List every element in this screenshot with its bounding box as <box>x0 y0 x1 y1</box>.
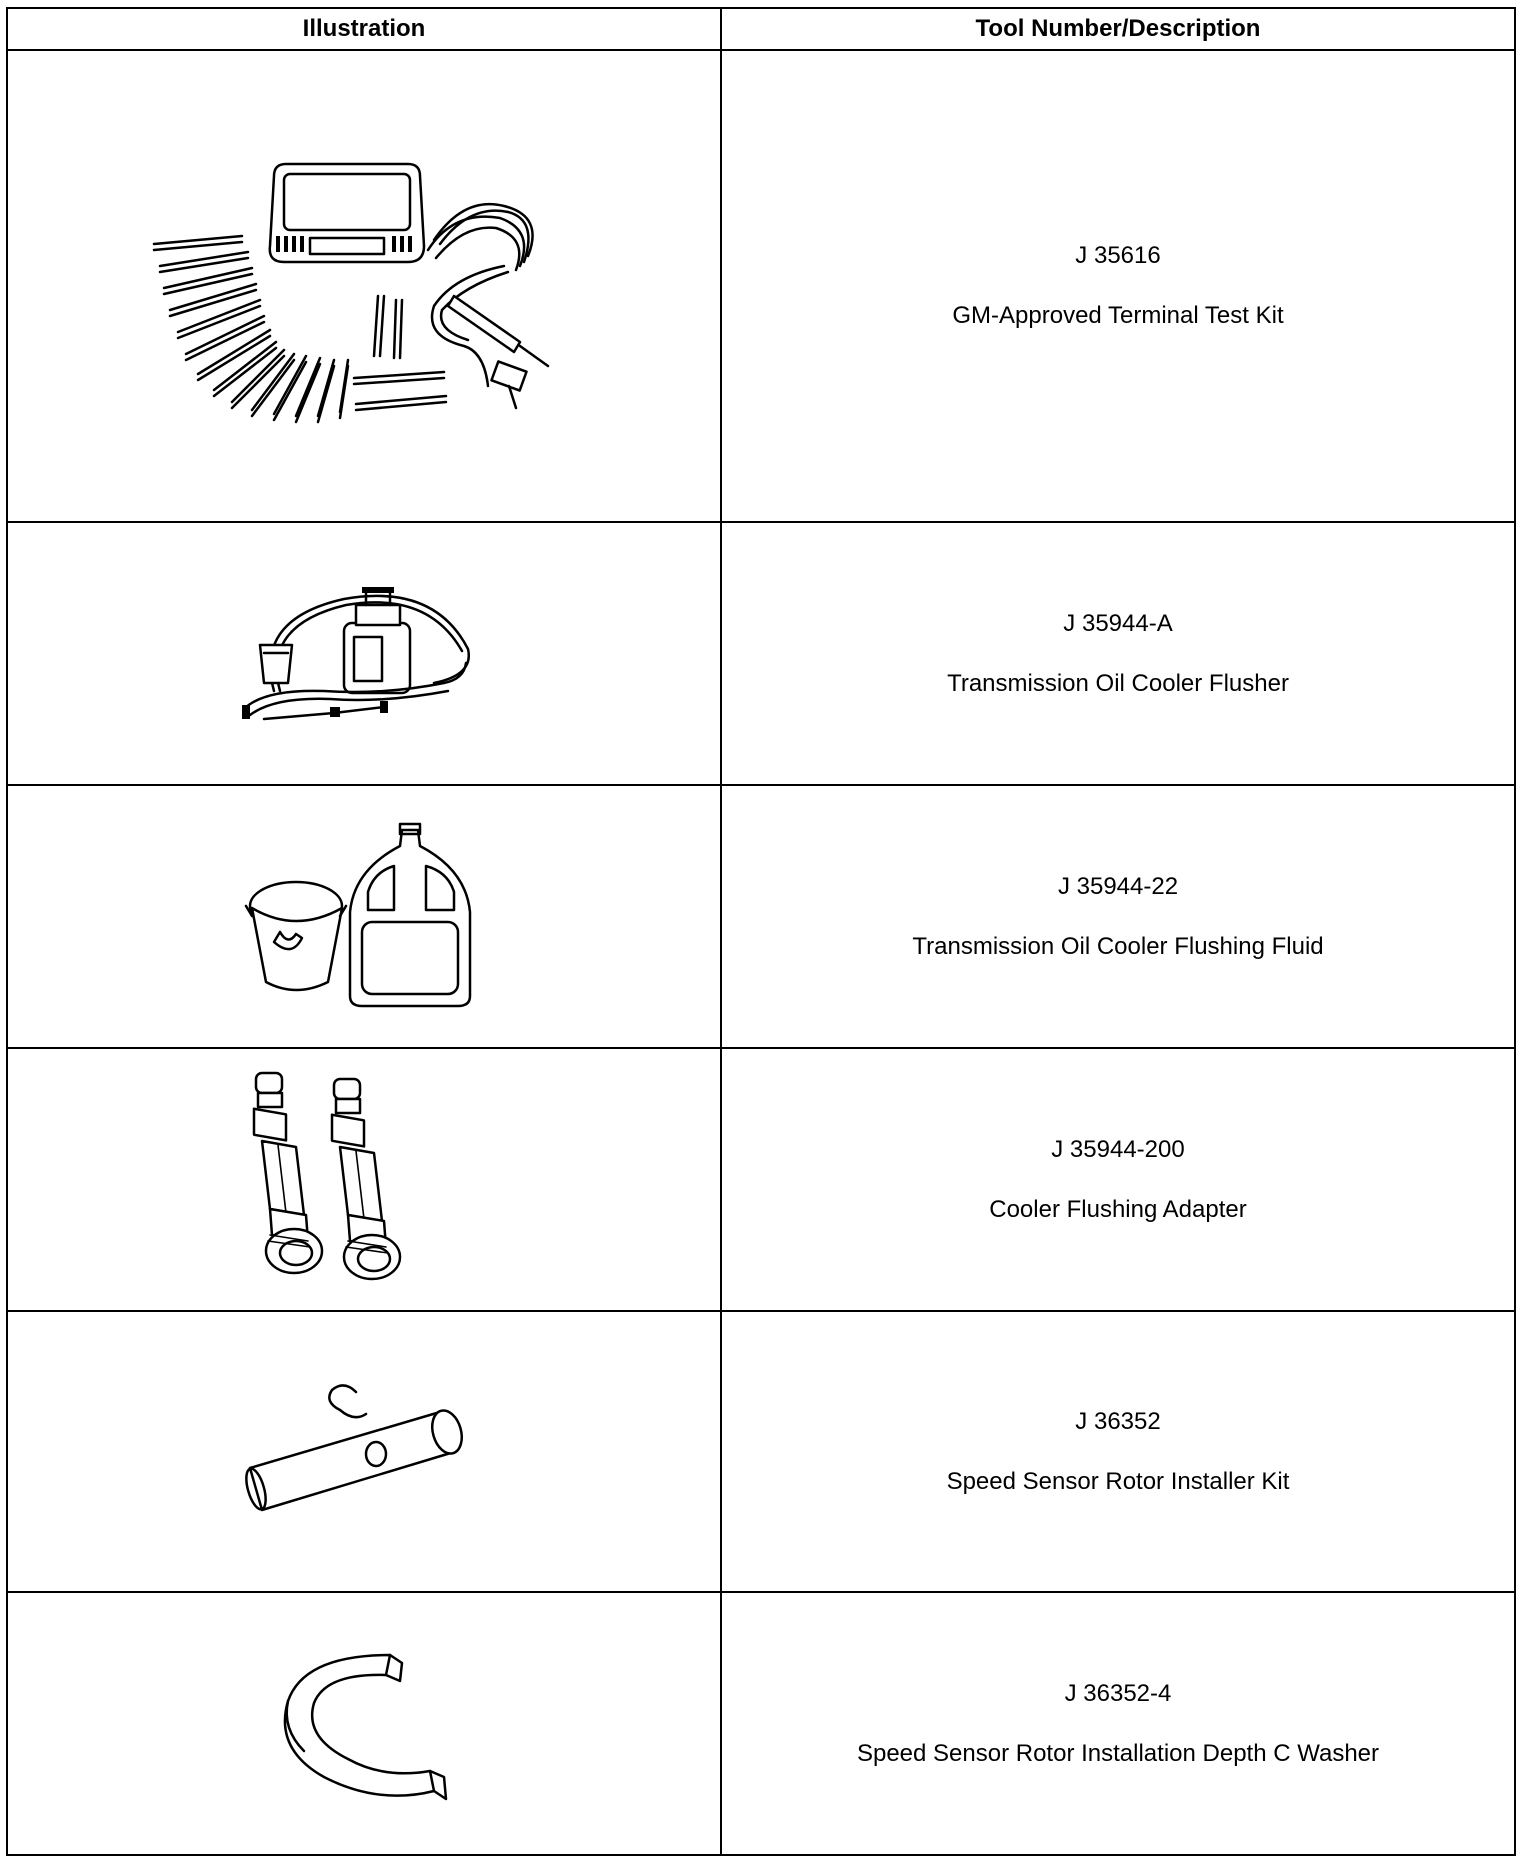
tool-description-cell <box>721 1592 1515 1855</box>
table-row <box>7 50 1515 522</box>
tool-number: J 35616 <box>1075 242 1161 269</box>
tool-number: J 36352-4 <box>1064 1679 1172 1707</box>
terminal-test-kit-icon <box>124 146 604 426</box>
tool-description-cell <box>721 1311 1515 1592</box>
table-row <box>7 522 1515 785</box>
oil-cooler-flusher-icon <box>234 579 494 729</box>
tool-description-cell <box>721 1048 1515 1311</box>
tool-description: Speed Sensor Rotor Installer Kit <box>946 1467 1290 1495</box>
illustration-cell <box>7 785 721 1048</box>
table-row <box>7 1048 1515 1311</box>
tool-description: Cooler Flushing Adapter <box>989 1195 1247 1223</box>
tool-description-cell <box>721 50 1515 522</box>
tool-description: Transmission Oil Cooler Flushing Fluid <box>912 932 1324 960</box>
tool-number: J 35944-22 <box>1057 872 1179 900</box>
table-row <box>7 785 1515 1048</box>
illustration-cell <box>7 1048 721 1311</box>
illustration-cell <box>7 1592 721 1855</box>
table-row <box>7 1592 1515 1855</box>
illustration-header: Illustration <box>7 8 721 50</box>
c-washer-icon <box>264 1639 464 1809</box>
tool-number: J 36352 <box>1075 1407 1161 1435</box>
tool-description: Transmission Oil Cooler Flusher <box>947 669 1289 697</box>
tool-number: J 35944-A <box>1063 609 1173 637</box>
tool-description-cell <box>721 785 1515 1048</box>
flushing-fluid-icon <box>244 822 484 1012</box>
illustration-cell <box>7 522 721 785</box>
flushing-adapter-icon <box>244 1065 484 1295</box>
tool-description-cell <box>721 522 1515 785</box>
rotor-installer-kit-icon <box>244 1382 484 1522</box>
table-row <box>7 1311 1515 1592</box>
tool-header: Tool Number/Description <box>721 8 1515 50</box>
special-tools-table <box>6 7 1516 1856</box>
header-row <box>7 8 1515 50</box>
illustration-cell <box>7 1311 721 1592</box>
tool-number: J 35944-200 <box>1051 1135 1185 1163</box>
tool-description: Speed Sensor Rotor Installation Depth C Washer <box>856 1739 1380 1767</box>
illustration-cell <box>7 50 721 522</box>
tool-description: GM-Approved Terminal Test Kit <box>952 302 1284 329</box>
